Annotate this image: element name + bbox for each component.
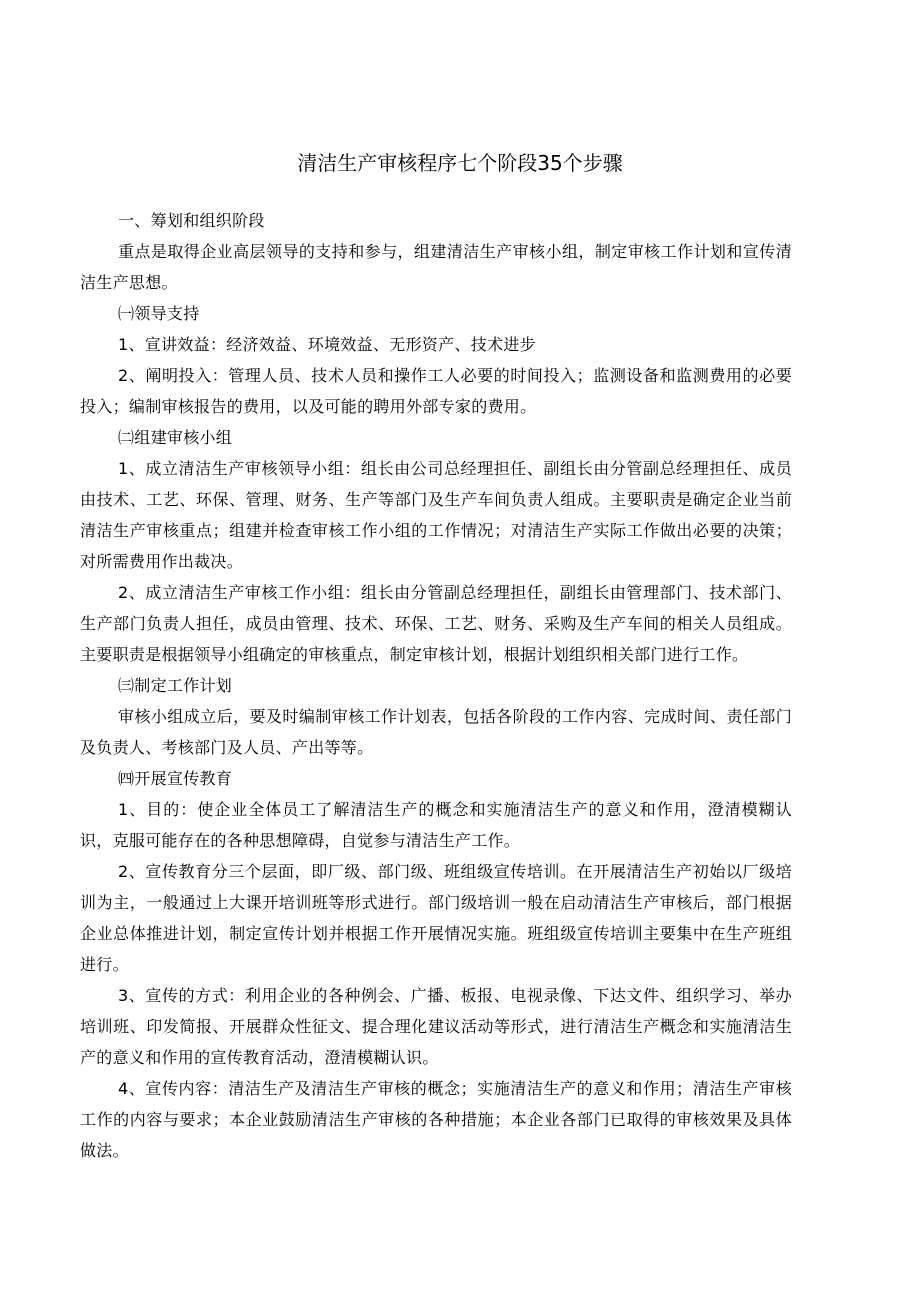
paragraph: 3、宣传的方式：利用企业的各种例会、广播、板报、电视录像、下达文件、组织学习、举办培训班、印发简报、开展群众性征文、提合理化建议活动等形式，进行清洁生产概念和实施清洁生产的意义和作用的宣传教育活动，澄清模糊认识。 [80,986,792,1067]
document-title: 清洁生产审核程序七个阶段35个步骤 [297,151,623,175]
document-body [80,205,792,1166]
subsection-heading: ㈠领导支持 [118,304,200,323]
paragraph: 2、阐明投入：管理人员、技术人员和操作工人必要的时间投入；监测设备和监测费用的必要投入；编制审核报告的费用，以及可能的聘用外部专家的费用。 [80,366,792,416]
paragraph: 4、宣传内容：清洁生产及清洁生产审核的概念；实施清洁生产的意义和作用；清洁生产审核工作的内容与要求；本企业鼓励清洁生产审核的各种措施；本企业各部门已取得的审核效果及具体做法。 [80,1079,792,1160]
paragraph: 2、成立清洁生产审核工作小组：组长由分管副总经理担任，副组长由管理部门、技术部门、生产部门负责人担任，成员由管理、技术、环保、工艺、财务、采购及生产车间的相关人员组成。主要职责是根据领导小组确定的审核重点，制定审核计划，根据计划组织相关部门进行工作。 [80,583,792,664]
section-heading: 一、筹划和组织阶段 [118,211,265,230]
paragraph: 1、成立清洁生产审核领导小组：组长由公司总经理担任、副组长由分管副总经理担任、成员由技术、工艺、环保、管理、财务、生产等部门及生产车间负责人组成。主要职责是确定企业当前清洁生产审核重点；组建并检查审核工作小组的工作情况；对清洁生产实际工作做出必要的决策；对所需费用作出裁决。 [80,459,792,571]
paragraph: 2、宣传教育分三个层面，即厂级、部门级、班组级宣传培训。在开展清洁生产初始以厂级培训为主，一般通过上大课开培训班等形式进行。部门级培训一般在启动清洁生产审核后，部门根据企业总体推进计划，制定宣传计划并根据工作开展情况实施。班组级宣传培训主要集中在生产班组进行。 [80,862,792,974]
paragraph: 审核小组成立后，要及时编制审核工作计划表，包括各阶段的工作内容、完成时间、责任部门及负责人、考核部门及人员、产出等等。 [80,707,792,757]
paragraph: 重点是取得企业高层领导的支持和参与，组建清洁生产审核小组，制定审核工作计划和宣传清洁生产思想。 [80,242,792,292]
subsection-heading: ㈡组建审核小组 [118,428,233,447]
subsection-heading: ㈣开展宣传教育 [118,769,233,788]
paragraph: 1、目的：使企业全体员工了解清洁生产的概念和实施清洁生产的意义和作用，澄清模糊认识，克服可能存在的各种思想障碍，自觉参与清洁生产工作。 [80,800,792,850]
paragraph: 1、宣讲效益：经济效益、环境效益、无形资产、技术进步 [118,335,536,354]
subsection-heading: ㈢制定工作计划 [118,676,233,695]
